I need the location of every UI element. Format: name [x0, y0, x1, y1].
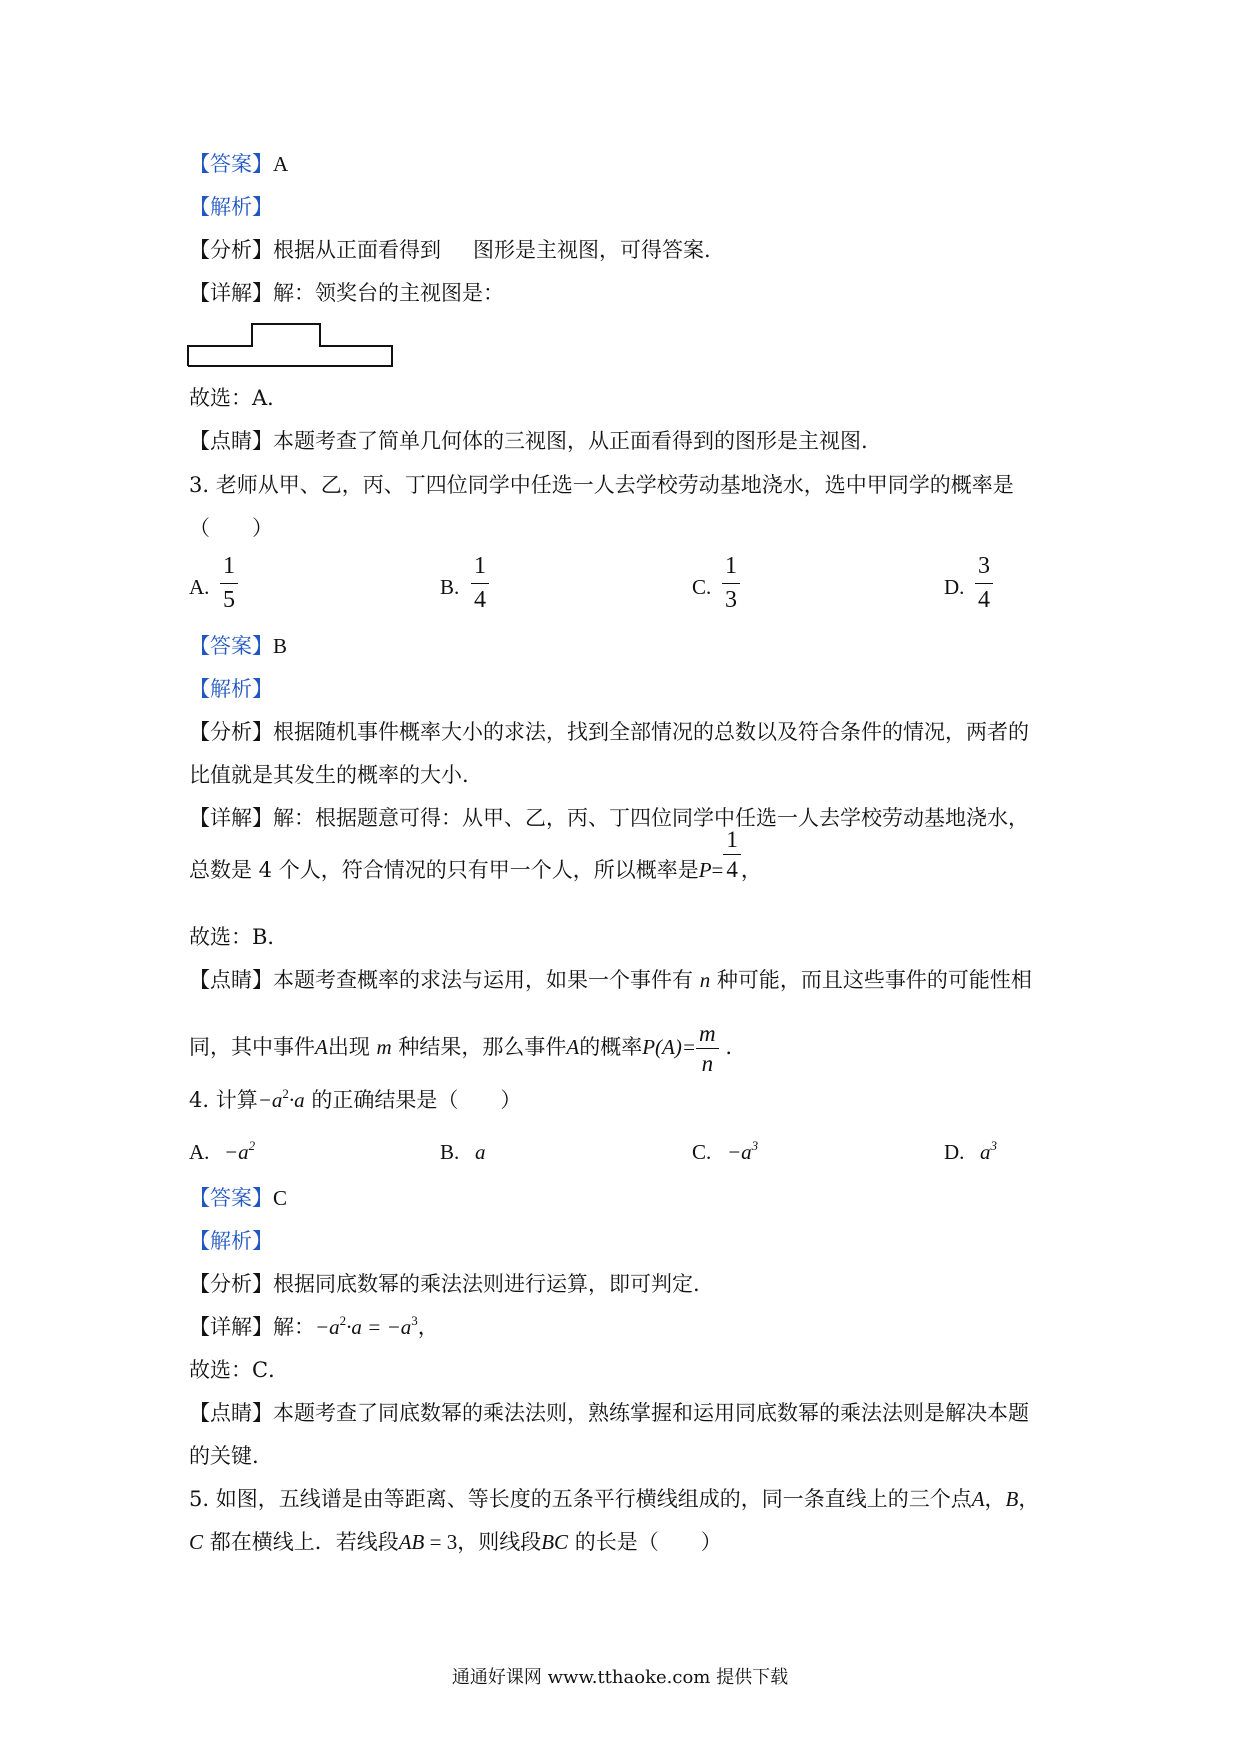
question-5-stem-cont: C 都在横线上．若线段AB = 3，则线段BC 的长是（ ）: [189, 1530, 722, 1554]
detail-text: 【详解】解：$-a^2\cdot a = -a^3$，: [189, 1313, 439, 1339]
page-footer: 通通好课网 www.tthaoke.com 提供下载: [451, 1667, 789, 1688]
option-c-label: C.: [692, 575, 712, 599]
detail-tag: 【详解】: [189, 281, 273, 305]
detail-text: 【详解】解：根据题意可得：从甲、乙，丙、丁四位同学中任选一人去学校劳动基地浇水，: [189, 806, 1029, 830]
front-view-figure: [186, 320, 398, 370]
question-5-stem: 5. 如图，五线谱是由等距离、等长度的五条平行横线组成的，同一条直线上的三个点A，B，: [189, 1487, 1040, 1511]
choose-text: 故选：A．: [189, 386, 289, 410]
answer-tag: 【答案】: [189, 1186, 273, 1210]
question-3-stem: 3. 老师从甲、乙，丙、丁四位同学中任选一人去学校劳动基地浇水，选中甲同学的概率是: [189, 473, 1014, 497]
comment-text: 【点睛】本题考查概率的求法与运用，如果一个事件有 n 种可能，而且这些事件的可能性相: [189, 968, 1032, 992]
comment-text: 【点睛】本题考查了简单几何体的三视图，从正面看得到的图形是主视图.: [189, 429, 868, 453]
comment-text-cont: 的关键.: [189, 1444, 259, 1468]
option-d-expr: $a^3$: [980, 1138, 997, 1164]
detail-tag: 【详解】: [189, 806, 273, 830]
comment-tag: 【点睛】: [189, 1401, 273, 1425]
comment-text-cont: 同，其中事件A出现 m 种结果，那么事件A的概率P(A)= $\frac{m}{n}$ .: [189, 1021, 733, 1076]
option-d-label: D.: [944, 575, 965, 599]
fenxi-tag: 【分析】: [189, 1272, 273, 1296]
analysis-tag: 【解析】: [189, 195, 273, 219]
analysis-text-cont: 比值就是其发生的概率的大小.: [189, 763, 469, 787]
comment-tag: 【点睛】: [189, 968, 273, 992]
question-3-bracket: （ ）: [189, 516, 273, 540]
question-4-stem: 4. 计算$-a^2\cdot a$ 的正确结果是（ ）: [189, 1086, 522, 1112]
option-b-label: B.: [440, 575, 460, 599]
answer-value: C: [273, 1186, 288, 1210]
detail-text: 【详解】解：领奖台的主视图是：: [189, 281, 504, 305]
option-d-label: D.: [944, 1140, 965, 1164]
option-c-label: C.: [692, 1140, 712, 1164]
option-d-fraction: $\frac{3}{4}$: [975, 553, 993, 614]
option-b-label: B.: [440, 1140, 460, 1164]
answer-row: [189, 1188, 287, 1209]
option-a-fraction: $\frac{1}{5}$: [220, 553, 238, 614]
answer-value: B: [273, 634, 288, 658]
answer-value: A: [273, 152, 289, 176]
choose-text: 故选：C．: [189, 1358, 290, 1382]
analysis-text: 【分析】根据从正面看得到 图形是主视图，可得答案.: [189, 238, 711, 262]
option-b-fraction: $\frac{1}{4}$: [471, 553, 489, 614]
answer-tag: 【答案】: [189, 634, 273, 658]
answer-tag: 【答案】: [189, 152, 273, 176]
option-c-fraction: $\frac{1}{3}$: [722, 553, 740, 614]
option-a-label: A.: [189, 575, 210, 599]
answer-row: [189, 154, 288, 175]
option-a-expr: $-a^2$: [224, 1138, 256, 1164]
analysis-text: 【分析】根据同底数幂的乘法法则进行运算，即可判定.: [189, 1272, 700, 1296]
answer-row: [189, 636, 287, 657]
choose-text: 故选：B．: [189, 925, 289, 949]
fenxi-tag: 【分析】: [189, 720, 273, 744]
option-a-label: A.: [189, 1140, 210, 1164]
comment-tag: 【点睛】: [189, 429, 273, 453]
detail-text-cont: 总数是 4 个人，符合情况的只有甲一个人，所以概率是P= $\frac{1}{4}$ ，: [189, 827, 762, 882]
analysis-text: 【分析】根据随机事件概率大小的求法，找到全部情况的总数以及符合条件的情况，两者的: [189, 720, 1029, 744]
option-b-expr: a: [475, 1140, 486, 1164]
analysis-tag: 【解析】: [189, 677, 273, 701]
analysis-tag: 【解析】: [189, 1229, 273, 1253]
option-c-expr: $-a^3$: [727, 1138, 759, 1164]
fenxi-tag: 【分析】: [189, 238, 273, 262]
detail-tag: 【详解】: [189, 1315, 273, 1339]
comment-text: 【点睛】本题考查了同底数幂的乘法法则，熟练掌握和运用同底数幂的乘法法则是解决本题: [189, 1401, 1029, 1425]
